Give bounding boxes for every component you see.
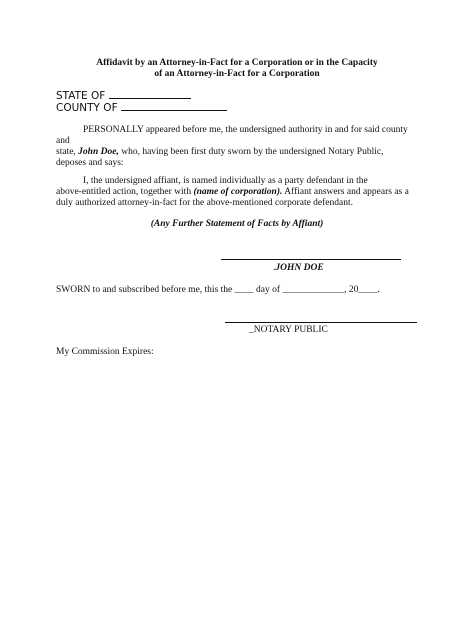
signer-name: JOHN DOE xyxy=(275,263,324,273)
para2-line2 xyxy=(56,187,409,198)
document-title-line-2: of an Attorney-in-Fact for a Corporation xyxy=(154,69,320,79)
county-label: COUNTY OF xyxy=(56,102,118,114)
affiant-signature-line xyxy=(221,259,401,260)
para2-line2-pre: above-entitled action, together with xyxy=(56,187,194,197)
county-blank xyxy=(121,101,227,111)
para2-line3: duly authorized attorney-in-fact for the above-mentioned corporate defendant. xyxy=(56,198,354,208)
county-field xyxy=(56,101,227,114)
signer-prefix: . xyxy=(273,263,276,273)
commission-expires: My Commission Expires: xyxy=(56,347,154,357)
para1-line3 xyxy=(56,147,383,158)
notary-prefix: _ xyxy=(249,325,254,335)
document-title-line-1: Affidavit by an Attorney-in-Fact for a Corporation or in the Capacity xyxy=(96,58,378,68)
sworn-line: SWORN to and subscribed before me, this the ____ day of _____________, 20____. xyxy=(56,285,380,295)
notary-label: NOTARY PUBLIC xyxy=(253,325,328,335)
state-blank xyxy=(109,89,191,99)
notary-block xyxy=(249,325,328,336)
signer-block xyxy=(273,263,324,274)
para2-line1: I, the undersigned affiant, is named individually as a party defendant in the xyxy=(83,176,368,186)
para1-line2: and xyxy=(56,136,70,146)
state-label: STATE OF xyxy=(56,90,106,102)
para2-line2-post: Affiant answers and appears as a xyxy=(282,187,409,197)
corporation-name: (name of corporation). xyxy=(193,187,283,197)
para1-line3-pre: state, xyxy=(56,147,79,157)
notary-signature-line xyxy=(225,322,417,323)
further-statement: (Any Further Statement of Facts by Affiant) xyxy=(150,219,324,229)
para1-line1: PERSONALLY appeared before me, the undersigned authority in and for said county xyxy=(83,125,408,135)
para1-line4: deposes and says: xyxy=(56,158,124,168)
para1-line3-post: who, having been first duty sworn by the undersigned Notary Public, xyxy=(118,147,384,157)
affiant-name: John Doe, xyxy=(78,147,119,157)
